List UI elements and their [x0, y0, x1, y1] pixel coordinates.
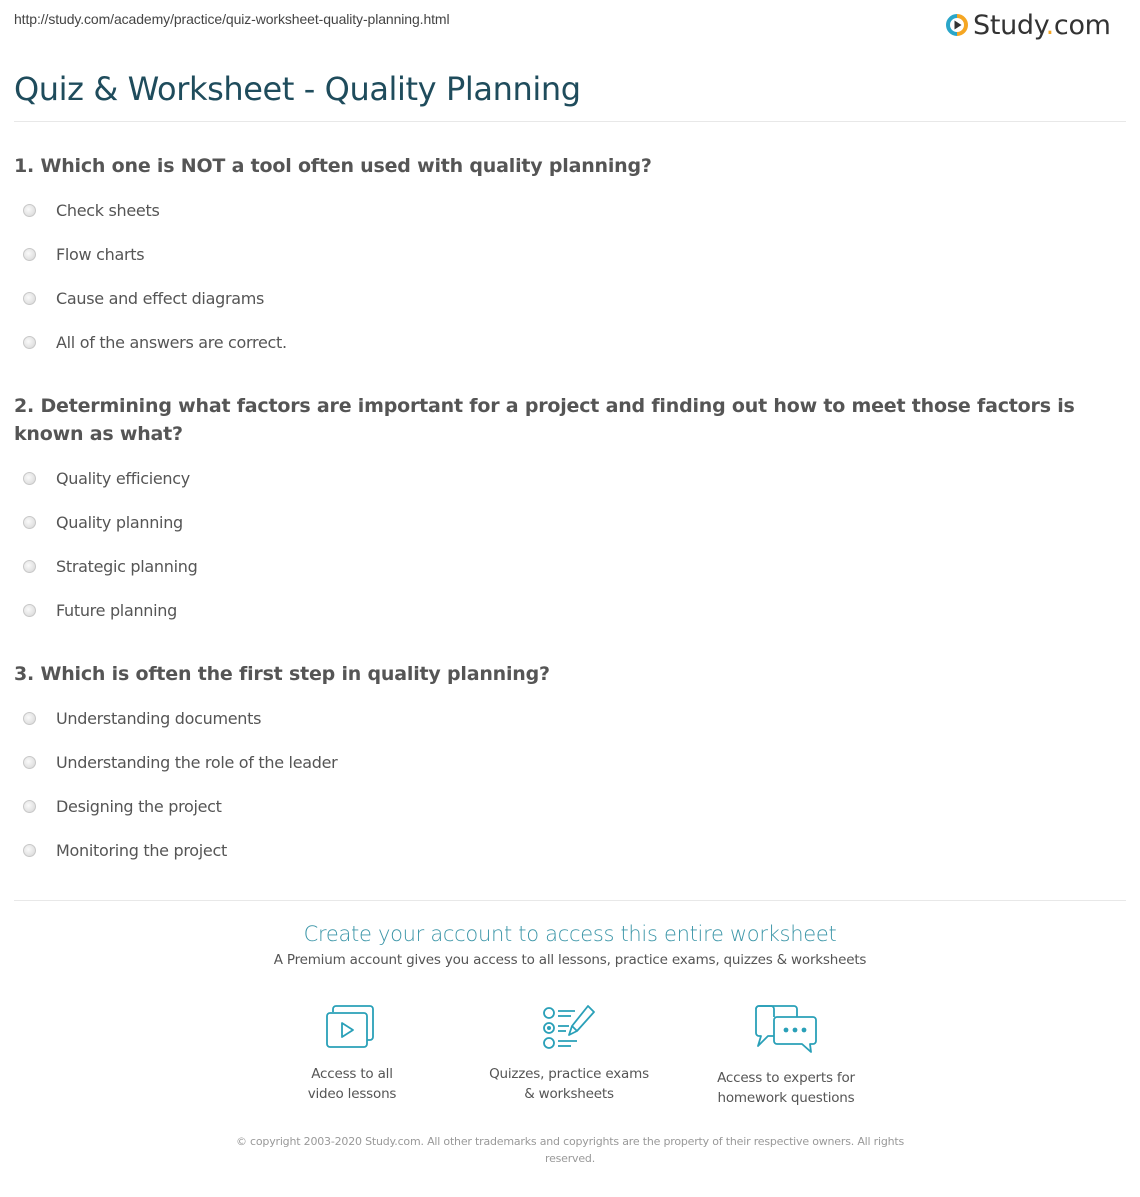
answer-option[interactable]	[14, 784, 1126, 828]
feature-line-2: video lessons	[307, 1086, 397, 1102]
question-1	[14, 152, 1126, 364]
page-url: http://study.com/academy/practice/quiz-worksheet-quality-planning.html	[14, 11, 450, 27]
radio-button[interactable]	[23, 336, 36, 349]
radio-button[interactable]	[23, 248, 36, 261]
feature-quizzes	[469, 1004, 669, 1104]
answer-label: Quality planning	[56, 512, 183, 532]
radio-button[interactable]	[23, 472, 36, 485]
logo-suffix: com	[1053, 9, 1111, 41]
quiz-checklist-icon	[541, 1004, 597, 1050]
answer-option[interactable]	[14, 188, 1126, 232]
answer-label: All of the answers are correct.	[56, 332, 287, 352]
logo-name: Study	[973, 9, 1046, 41]
answer-list	[14, 188, 1126, 364]
feature-line-1: Quizzes, practice exams	[489, 1066, 649, 1082]
answer-label: Future planning	[56, 600, 177, 620]
radio-button[interactable]	[23, 604, 36, 617]
radio-button[interactable]	[23, 292, 36, 305]
feature-line-1: Access to experts for	[717, 1070, 855, 1086]
video-lessons-icon	[325, 1004, 379, 1050]
radio-button[interactable]	[23, 800, 36, 813]
answer-list	[14, 696, 1126, 872]
feature-line-2: & worksheets	[524, 1086, 614, 1102]
feature-label	[686, 1068, 886, 1108]
answer-label: Strategic planning	[56, 556, 198, 576]
chat-bubbles-icon	[754, 1004, 818, 1054]
answer-option[interactable]	[14, 696, 1126, 740]
answer-option[interactable]	[14, 276, 1126, 320]
copyright-footer: © copyright 2003-2020 Study.com. All other trademarks and copyrights are the property of their respective owners. All rights reserved.	[235, 1135, 905, 1165]
answer-label: Understanding documents	[56, 708, 262, 728]
answer-option[interactable]	[14, 588, 1126, 632]
feature-experts	[686, 1004, 886, 1108]
answer-label: Check sheets	[56, 200, 160, 220]
radio-button[interactable]	[23, 204, 36, 217]
logo-dot: .	[1045, 9, 1054, 41]
feature-video-lessons	[252, 1004, 452, 1104]
feature-label	[469, 1064, 669, 1104]
signup-cta	[0, 922, 1140, 968]
feature-line-1: Access to all	[311, 1066, 393, 1082]
answer-option[interactable]	[14, 500, 1126, 544]
question-2	[14, 392, 1126, 632]
cta-title-link[interactable]: Create your account to access this entire worksheet	[303, 922, 837, 946]
answer-list	[14, 456, 1126, 632]
answer-label: Monitoring the project	[56, 840, 227, 860]
question-text: 1. Which one is NOT a tool often used with quality planning?	[14, 155, 652, 177]
page-title: Quiz & Worksheet - Quality Planning	[14, 70, 581, 108]
study-logo[interactable]	[945, 8, 1111, 42]
question-3	[14, 660, 1126, 872]
radio-button[interactable]	[23, 844, 36, 857]
answer-option[interactable]	[14, 544, 1126, 588]
radio-button[interactable]	[23, 756, 36, 769]
title-divider	[14, 121, 1126, 122]
question-text: 3. Which is often the first step in quality planning?	[14, 663, 550, 685]
cta-divider	[14, 900, 1126, 901]
answer-option[interactable]	[14, 828, 1126, 872]
play-circle-icon	[945, 13, 969, 37]
feature-line-2: homework questions	[717, 1090, 855, 1106]
answer-option[interactable]	[14, 740, 1126, 784]
feature-label	[252, 1064, 452, 1104]
radio-button[interactable]	[23, 712, 36, 725]
answer-label: Understanding the role of the leader	[56, 752, 338, 772]
radio-button[interactable]	[23, 560, 36, 573]
answer-option[interactable]	[14, 456, 1126, 500]
answer-label: Flow charts	[56, 244, 145, 264]
radio-button[interactable]	[23, 516, 36, 529]
answer-label: Cause and effect diagrams	[56, 288, 265, 308]
cta-subtitle: A Premium account gives you access to all lessons, practice exams, quizzes & worksheets	[273, 952, 867, 968]
answer-label: Designing the project	[56, 796, 222, 816]
answer-option[interactable]	[14, 232, 1126, 276]
logo-wordmark	[973, 10, 1111, 41]
question-text: 2. Determining what factors are important for a project and finding out how to meet those factors is known as what?	[14, 395, 1075, 445]
answer-option[interactable]	[14, 320, 1126, 364]
answer-label: Quality efficiency	[56, 468, 190, 488]
